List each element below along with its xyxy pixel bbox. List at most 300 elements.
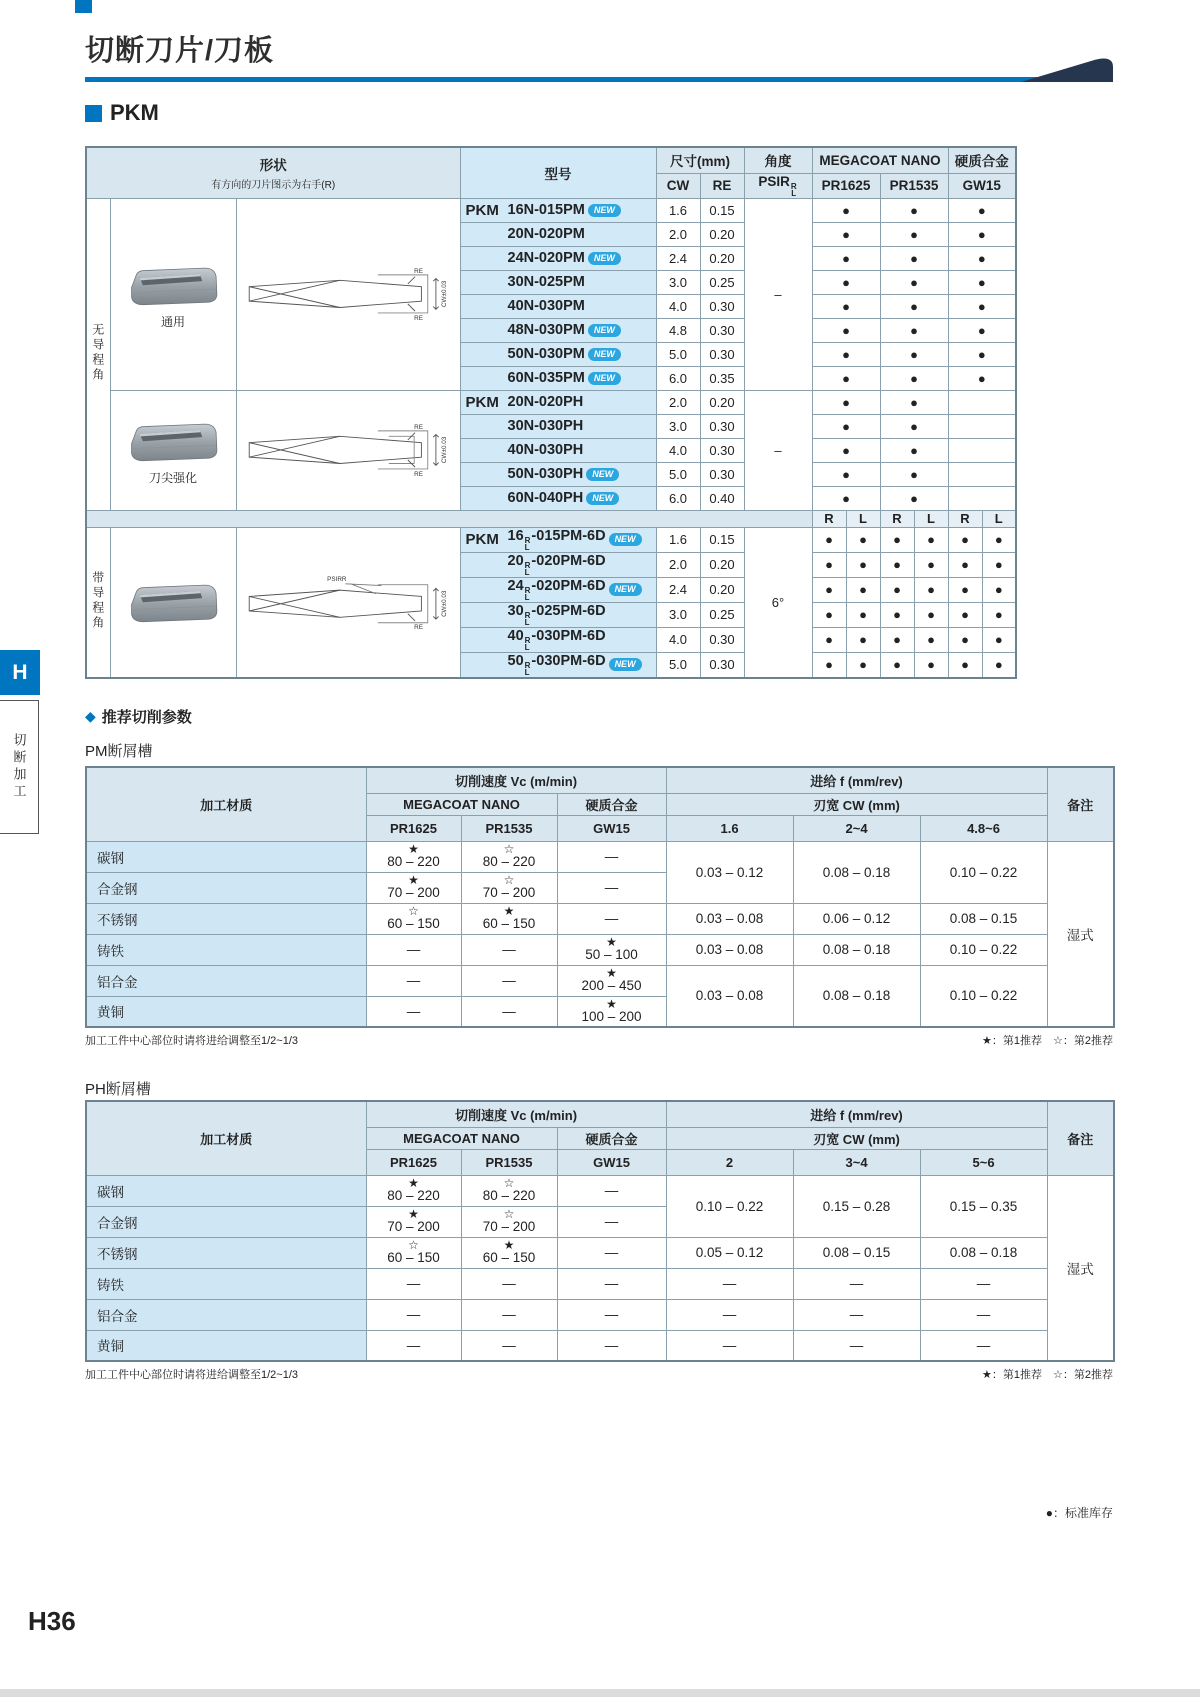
new-badge: NEW xyxy=(588,252,621,265)
col-header-gw15: GW15 xyxy=(557,1149,666,1175)
stock-dot: ● xyxy=(880,577,914,602)
corner-mark xyxy=(75,0,92,13)
re-value: 0.30 xyxy=(700,342,744,366)
stock-dot: ● xyxy=(948,222,1016,246)
feed-cell: — xyxy=(793,1330,920,1361)
stock-dot: ● xyxy=(846,577,880,602)
col-header-model: 型号 xyxy=(460,147,656,198)
speed-cell: — xyxy=(461,934,557,965)
stock-dot: ● xyxy=(948,270,1016,294)
re-value: 0.20 xyxy=(700,577,744,602)
stock-dot: ● xyxy=(880,462,948,486)
feed-adjust-note: 加工工件中心部位时请将进给调整至1/2~1/3 xyxy=(85,1035,299,1047)
table-row xyxy=(86,903,1114,934)
table-row xyxy=(86,198,1016,222)
model-suffix: -020PM-6D xyxy=(531,552,606,569)
stock-dot: ● xyxy=(914,552,948,577)
feed-cell: 0.03 – 0.08 xyxy=(666,934,793,965)
pm-table-notes xyxy=(85,1032,1113,1048)
cw-value: 4.0 xyxy=(656,438,700,462)
re-value: 0.30 xyxy=(700,438,744,462)
feed-cell: — xyxy=(666,1299,793,1330)
stock-dot: ● xyxy=(812,270,880,294)
re-value: 0.25 xyxy=(700,270,744,294)
stock-dot: ● xyxy=(948,577,982,602)
stock-dot: ● xyxy=(846,602,880,627)
rl-header-r: R xyxy=(948,510,982,527)
col-header-cw: CW xyxy=(656,173,700,198)
model-size: 40 xyxy=(507,627,524,644)
model-cell xyxy=(460,222,656,246)
speed-cell: — xyxy=(557,841,666,872)
stock-dot: ● xyxy=(880,390,948,414)
stock-dot: ● xyxy=(948,294,1016,318)
insert-photo-icon xyxy=(117,577,229,629)
col-header-pr1535: PR1535 xyxy=(880,173,948,198)
col-header-feed: 进给 f (mm/rev) xyxy=(666,767,1047,793)
re-value: 0.20 xyxy=(700,390,744,414)
col-header-cw3: 4.8~6 xyxy=(920,815,1047,841)
model-name: 20N-020PM xyxy=(507,226,585,242)
page-title: 切断刀片/刀板 xyxy=(85,35,275,67)
stock-dot: ● xyxy=(948,527,982,552)
speed-cell: ★ 200 – 450 xyxy=(557,965,666,996)
psir-label: PSIR xyxy=(758,173,790,189)
rl-mark: R L xyxy=(524,635,531,652)
model-size: 16 xyxy=(507,527,524,544)
product-table xyxy=(85,146,1017,679)
feed-cell: — xyxy=(666,1330,793,1361)
bottom-strip xyxy=(0,1689,1200,1697)
insert-photo-icon xyxy=(117,416,229,468)
recommendation-legend: ★：第1推荐 ☆：第2推荐 xyxy=(982,1035,1113,1047)
stock-dot: ● xyxy=(982,527,1016,552)
rl-mark: R L xyxy=(524,610,531,627)
cw-value: 6.0 xyxy=(656,486,700,510)
col-header-carbide: 硬质合金 xyxy=(948,147,1016,173)
re-label: RE xyxy=(414,470,423,478)
pm-params-table xyxy=(85,766,1115,1028)
model-cell xyxy=(460,627,656,652)
stock-dot: ● xyxy=(812,366,880,390)
stock-dot: ● xyxy=(948,198,1016,222)
speed-cell: ★ 60 – 150 xyxy=(461,1237,557,1268)
feed-cell: 0.08 – 0.15 xyxy=(793,1237,920,1268)
model-size: 24 xyxy=(507,577,524,594)
col-header-megacoat: MEGACOAT NANO xyxy=(812,147,948,173)
re-value: 0.30 xyxy=(700,627,744,652)
re-label: RE xyxy=(414,623,423,630)
insert-photo-general xyxy=(110,198,236,390)
chapter-tab: H xyxy=(0,650,40,695)
psirr-label: PSIRR xyxy=(327,575,347,583)
insert-photo-icon xyxy=(117,260,229,312)
chapter-side-label-text: 切断加工 xyxy=(11,733,27,801)
table-row xyxy=(86,1175,1114,1206)
speed-cell: — xyxy=(557,1175,666,1206)
stock-dot: ● xyxy=(880,552,914,577)
col-header-cw2: 3~4 xyxy=(793,1149,920,1175)
table-row xyxy=(86,965,1114,996)
col-header-cw1: 1.6 xyxy=(666,815,793,841)
table-row xyxy=(86,1330,1114,1361)
stock-dot: ● xyxy=(880,294,948,318)
col-header-pr1535: PR1535 xyxy=(461,815,557,841)
model-name xyxy=(508,603,606,627)
model-cell xyxy=(460,318,656,342)
material-cell: 合金钢 xyxy=(86,872,366,903)
col-header-material: 加工材质 xyxy=(86,767,366,841)
speed-cell: — xyxy=(557,872,666,903)
table-row xyxy=(86,1101,1114,1127)
cw-value: 2.4 xyxy=(656,246,700,270)
stock-dot: ● xyxy=(948,318,1016,342)
title-underline-banner xyxy=(85,54,1115,86)
speed-cell: — xyxy=(461,1268,557,1299)
stock-dot: ● xyxy=(812,652,846,678)
col-header-feed: 进给 f (mm/rev) xyxy=(666,1101,1047,1127)
stock-dot: ● xyxy=(880,318,948,342)
model-name: 40N-030PM xyxy=(507,298,585,314)
shape-label: 形状 xyxy=(259,158,287,174)
model-cell xyxy=(460,366,656,390)
pm-table-title: PM断屑槽 xyxy=(85,743,153,760)
model-size: 50 xyxy=(507,652,524,669)
speed-cell: — xyxy=(366,965,461,996)
table-row xyxy=(86,1237,1114,1268)
cw-value: 4.0 xyxy=(656,294,700,318)
col-header-pr1625: PR1625 xyxy=(812,173,880,198)
speed-cell: — xyxy=(557,903,666,934)
new-badge: NEW xyxy=(609,583,642,596)
stock-dot: ● xyxy=(812,552,846,577)
model-name: 60N-040PH xyxy=(507,490,584,506)
rl-mark: R L xyxy=(790,181,797,198)
rl-mark: R L xyxy=(524,585,531,602)
model-name xyxy=(508,628,606,652)
stock-dot: ● xyxy=(812,318,880,342)
cw-value: 2.0 xyxy=(656,552,700,577)
speed-cell: — xyxy=(557,1206,666,1237)
feed-cell: 0.03 – 0.08 xyxy=(666,903,793,934)
cw-value: 1.6 xyxy=(656,198,700,222)
model-cell xyxy=(460,198,656,222)
rl-header-r: R xyxy=(812,510,846,527)
speed-cell: ☆ 70 – 200 xyxy=(461,1206,557,1237)
stock-dot: ● xyxy=(846,652,880,678)
speed-cell: — xyxy=(366,996,461,1027)
new-badge: NEW xyxy=(586,492,619,505)
re-label: RE xyxy=(414,267,423,275)
feed-cell: — xyxy=(666,1268,793,1299)
cw-value: 2.0 xyxy=(656,390,700,414)
rl-mark: R L xyxy=(524,560,531,577)
table-row xyxy=(86,1299,1114,1330)
table-row xyxy=(86,767,1114,793)
feed-cell: — xyxy=(793,1268,920,1299)
material-cell: 铝合金 xyxy=(86,965,366,996)
model-cell xyxy=(460,552,656,577)
stock-dot: ● xyxy=(982,552,1016,577)
col-header-pr1625: PR1625 xyxy=(366,1149,461,1175)
model-suffix: -020PM-6D xyxy=(531,577,606,594)
stock-dot: ● xyxy=(948,627,982,652)
cutting-params-heading xyxy=(85,706,192,727)
feed-cell: 0.05 – 0.12 xyxy=(666,1237,793,1268)
table-row xyxy=(86,527,1016,552)
re-label: RE xyxy=(414,423,423,431)
remark-cell: 湿式 xyxy=(1047,1175,1114,1361)
cw-value: 1.6 xyxy=(656,527,700,552)
new-badge: NEW xyxy=(588,348,621,361)
feed-cell: 0.15 – 0.35 xyxy=(920,1175,1047,1237)
stock-dot: ● xyxy=(948,246,1016,270)
stock-dot: ● xyxy=(812,294,880,318)
model-name: 40N-030PH xyxy=(507,442,584,458)
model-size: 30 xyxy=(507,602,524,619)
recommendation-legend: ★：第1推荐 ☆：第2推荐 xyxy=(982,1369,1113,1381)
speed-cell: — xyxy=(366,934,461,965)
model-cell xyxy=(460,246,656,270)
stock-dot: ● xyxy=(812,246,880,270)
col-header-megacoat: MEGACOAT NANO xyxy=(366,793,557,815)
new-badge: NEW xyxy=(588,372,621,385)
new-badge: NEW xyxy=(609,533,642,546)
stock-dot: ● xyxy=(812,577,846,602)
ph-table-notes xyxy=(85,1366,1113,1382)
stock-dot: ● xyxy=(812,438,880,462)
feed-cell: 0.06 – 0.12 xyxy=(793,903,920,934)
stock-dot: ● xyxy=(812,342,880,366)
re-value: 0.30 xyxy=(700,294,744,318)
material-cell: 合金钢 xyxy=(86,1206,366,1237)
col-header-cw3: 5~6 xyxy=(920,1149,1047,1175)
stock-dot: ● xyxy=(948,552,982,577)
psir-value: – xyxy=(744,390,812,510)
feed-cell: 0.10 – 0.22 xyxy=(920,965,1047,1027)
material-cell: 黄铜 xyxy=(86,996,366,1027)
feed-cell: 0.03 – 0.12 xyxy=(666,841,793,903)
col-header-psir xyxy=(744,173,812,198)
cw-value: 4.8 xyxy=(656,318,700,342)
re-value: 0.35 xyxy=(700,366,744,390)
material-cell: 碳钢 xyxy=(86,841,366,872)
ph-params-table xyxy=(85,1100,1115,1362)
stock-dot: ● xyxy=(982,602,1016,627)
model-cell xyxy=(460,294,656,318)
model-name: 50N-030PM xyxy=(507,346,585,362)
model-name xyxy=(508,578,606,602)
speed-cell: — xyxy=(461,965,557,996)
speed-cell: — xyxy=(557,1299,666,1330)
model-name: 20N-020PH xyxy=(507,394,584,410)
model-name xyxy=(508,653,606,677)
col-header-cw: 刃宽 CW (mm) xyxy=(666,1127,1047,1149)
shape-note: 有方向的刀片图示为右手(R) xyxy=(211,180,336,192)
stock-dot: ● xyxy=(880,198,948,222)
speed-cell: ★ 60 – 150 xyxy=(461,903,557,934)
remark-cell: 湿式 xyxy=(1047,841,1114,1027)
cw-tolerance-label: CW±0.03 xyxy=(440,280,448,307)
model-suffix: -030PM-6D xyxy=(531,627,606,644)
model-name xyxy=(508,528,606,552)
series-prefix: PKM xyxy=(465,201,499,219)
cw-value: 4.0 xyxy=(656,627,700,652)
col-header-re: RE xyxy=(700,173,744,198)
band-filler xyxy=(86,510,812,527)
model-cell xyxy=(460,462,656,486)
chapter-side-label xyxy=(0,700,39,834)
material-cell: 碳钢 xyxy=(86,1175,366,1206)
speed-cell: — xyxy=(557,1330,666,1361)
material-cell: 不锈钢 xyxy=(86,903,366,934)
material-cell: 铸铁 xyxy=(86,1268,366,1299)
stock-dot: ● xyxy=(812,627,846,652)
cw-tolerance-label: CW±0.03 xyxy=(440,436,448,463)
cw-value: 5.0 xyxy=(656,652,700,678)
new-badge: NEW xyxy=(588,204,621,217)
cw-value: 2.0 xyxy=(656,222,700,246)
col-header-material: 加工材质 xyxy=(86,1101,366,1175)
cw-value: 5.0 xyxy=(656,342,700,366)
stock-dot: ● xyxy=(812,602,846,627)
new-badge: NEW xyxy=(609,658,642,671)
material-cell: 铝合金 xyxy=(86,1299,366,1330)
re-value: 0.30 xyxy=(700,414,744,438)
new-badge: NEW xyxy=(588,324,621,337)
speed-cell: ★ 100 – 200 xyxy=(557,996,666,1027)
speed-cell: ★ 80 – 220 xyxy=(366,1175,461,1206)
col-header-cw1: 2 xyxy=(666,1149,793,1175)
empty-cell xyxy=(948,390,1016,414)
model-name: 50N-030PH xyxy=(507,466,584,482)
insert-drawing-icon xyxy=(240,264,456,322)
re-value: 0.15 xyxy=(700,527,744,552)
re-value: 0.30 xyxy=(700,318,744,342)
table-row xyxy=(86,841,1114,872)
stock-legend: ●：标准库存 xyxy=(1045,1506,1113,1520)
model-suffix: -015PM-6D xyxy=(531,527,606,544)
re-value: 0.40 xyxy=(700,486,744,510)
section-title: PKM xyxy=(110,100,159,125)
stock-dot: ● xyxy=(914,527,948,552)
re-value: 0.20 xyxy=(700,552,744,577)
rl-mark: R L xyxy=(524,660,531,677)
speed-cell: ★ 70 – 200 xyxy=(366,872,461,903)
col-header-remark: 备注 xyxy=(1047,767,1114,841)
stock-dot: ● xyxy=(880,366,948,390)
stock-dot: ● xyxy=(914,652,948,678)
stock-dot: ● xyxy=(880,414,948,438)
col-header-speed: 切削速度 Vc (m/min) xyxy=(366,767,666,793)
rl-header-l: L xyxy=(982,510,1016,527)
cw-value: 3.0 xyxy=(656,414,700,438)
feed-cell: 0.08 – 0.15 xyxy=(920,903,1047,934)
insert-drawing-reinforced xyxy=(236,390,460,510)
speed-cell: ☆ 60 – 150 xyxy=(366,903,461,934)
model-name: 16N-015PM xyxy=(507,202,585,218)
table-row xyxy=(86,1268,1114,1299)
col-header-pr1535: PR1535 xyxy=(461,1149,557,1175)
stock-dot: ● xyxy=(948,342,1016,366)
model-suffix: -025PM-6D xyxy=(531,602,606,619)
psir-value: – xyxy=(744,198,812,390)
cw-value: 5.0 xyxy=(656,462,700,486)
model-name: 30N-025PM xyxy=(507,274,585,290)
model-name: 60N-035PM xyxy=(507,370,585,386)
feed-cell: 0.03 – 0.08 xyxy=(666,965,793,1027)
photo-caption: 刀尖强化 xyxy=(148,471,197,485)
stock-dot: ● xyxy=(914,577,948,602)
stock-dot: ● xyxy=(982,577,1016,602)
feed-cell: — xyxy=(920,1299,1047,1330)
stock-dot: ● xyxy=(812,390,880,414)
stock-dot: ● xyxy=(812,486,880,510)
stock-dot: ● xyxy=(948,366,1016,390)
feed-cell: — xyxy=(920,1268,1047,1299)
stock-dot: ● xyxy=(812,222,880,246)
speed-cell: — xyxy=(557,1268,666,1299)
speed-cell: ☆ 60 – 150 xyxy=(366,1237,461,1268)
stock-dot: ● xyxy=(880,652,914,678)
stock-dot: ● xyxy=(948,652,982,678)
col-header-gw15: GW15 xyxy=(557,815,666,841)
empty-cell xyxy=(948,438,1016,462)
ph-table-title: PH断屑槽 xyxy=(85,1081,151,1098)
col-header-carbide: 硬质合金 xyxy=(557,793,666,815)
blue-square-bullet-icon xyxy=(85,105,102,122)
series-prefix: PKM xyxy=(465,531,499,548)
model-cell xyxy=(460,577,656,602)
col-header-remark: 备注 xyxy=(1047,1101,1114,1175)
page-number: H36 xyxy=(28,1606,76,1636)
speed-cell: ☆ 80 – 220 xyxy=(461,1175,557,1206)
col-header-cw: 刃宽 CW (mm) xyxy=(666,793,1047,815)
insert-photo-lead-angle xyxy=(110,527,236,678)
feed-cell: — xyxy=(920,1330,1047,1361)
model-size: 20 xyxy=(507,552,524,569)
stock-dot: ● xyxy=(880,246,948,270)
new-badge: NEW xyxy=(586,468,619,481)
col-header-speed: 切削速度 Vc (m/min) xyxy=(366,1101,666,1127)
model-cell xyxy=(460,414,656,438)
re-label: RE xyxy=(414,314,423,322)
col-header-carbide: 硬质合金 xyxy=(557,1127,666,1149)
cw-value: 3.0 xyxy=(656,270,700,294)
model-name: 48N-030PM xyxy=(507,322,585,338)
stock-dot: ● xyxy=(812,462,880,486)
col-header-size: 尺寸(mm) xyxy=(656,147,744,173)
insert-photo-reinforced xyxy=(110,390,236,510)
model-cell xyxy=(460,486,656,510)
group-label-no-lead-angle: 无导程角 xyxy=(86,198,110,510)
re-value: 0.20 xyxy=(700,246,744,270)
re-value: 0.15 xyxy=(700,198,744,222)
table-row xyxy=(86,934,1114,965)
re-value: 0.20 xyxy=(700,222,744,246)
feed-cell: 0.10 – 0.22 xyxy=(920,934,1047,965)
col-header-megacoat: MEGACOAT NANO xyxy=(366,1127,557,1149)
feed-cell: 0.08 – 0.18 xyxy=(920,1237,1047,1268)
feed-cell: 0.08 – 0.18 xyxy=(793,934,920,965)
speed-cell: ★ 80 – 220 xyxy=(366,841,461,872)
stock-dot: ● xyxy=(812,414,880,438)
feed-adjust-note: 加工工件中心部位时请将进给调整至1/2~1/3 xyxy=(85,1369,299,1381)
stock-dot: ● xyxy=(846,552,880,577)
cw-value: 3.0 xyxy=(656,602,700,627)
speed-cell: — xyxy=(366,1268,461,1299)
stock-dot: ● xyxy=(880,222,948,246)
